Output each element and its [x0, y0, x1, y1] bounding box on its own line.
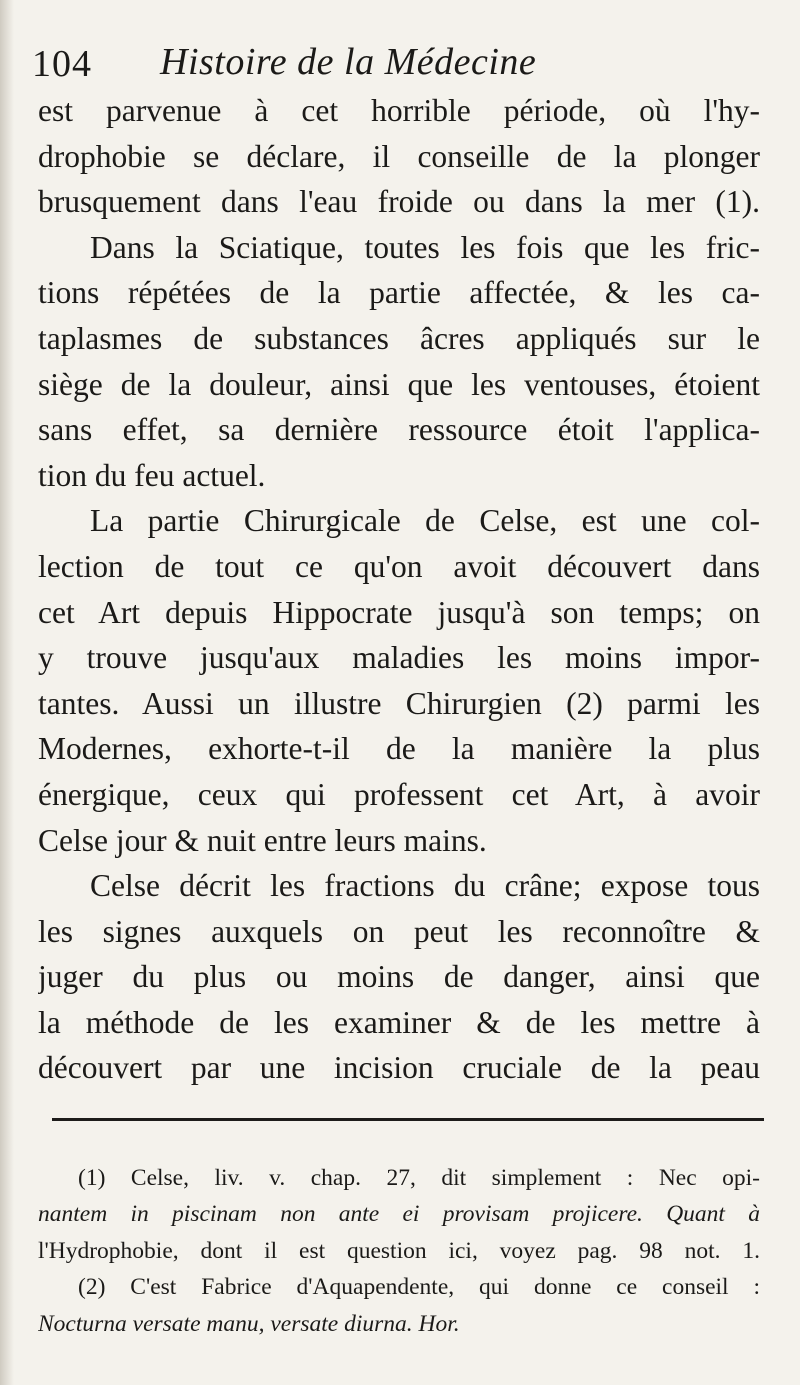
- text-line: juger du plus ou moins de danger, ainsi que: [38, 959, 760, 995]
- page-header: [32, 40, 772, 90]
- text-line: sans effet, sa dernière ressource étoit l'applica-: [38, 412, 760, 448]
- text-line: découvert par une incision cruciale de la peau: [38, 1050, 760, 1086]
- text-line: lection de tout ce qu'on avoit découvert dans: [38, 548, 760, 584]
- text-line: siège de la douleur, ainsi que les ventouses, étoient: [38, 366, 760, 402]
- text-line: tion du feu actuel.: [38, 457, 266, 493]
- text-line: Celse décrit les fractions du crâne; expose tous: [90, 868, 760, 904]
- footnote-line: Nocturna versate manu, versate diurna. Hor.: [38, 1310, 460, 1337]
- text-line: tions répétées de la partie affectée, & les ca-: [38, 275, 760, 311]
- text-line: Modernes, exhorte-t-il de la manière la plus: [38, 731, 760, 767]
- running-title: Histoire de la Médecine: [160, 41, 537, 83]
- text-line: cet Art depuis Hippocrate jusqu'à son temps; on: [38, 594, 760, 630]
- text-line: brusquement dans l'eau froide ou dans la mer (1).: [38, 184, 760, 220]
- page-number: 104: [32, 43, 92, 85]
- footnote-line: (2) C'est Fabrice d'Aquapendente, qui donne ce conseil :: [78, 1274, 760, 1301]
- footnote-line: (1) Celse, liv. v. chap. 27, dit simplement : Nec opi-: [78, 1165, 760, 1191]
- page-gutter-shadow: [0, 0, 14, 1385]
- footnote-line: l'Hydrophobie, dont il est question ici, voyez pag. 98 not. 1.: [38, 1237, 760, 1264]
- footnotes-block: [38, 1160, 760, 1342]
- text-line: taplasmes de substances âcres appliqués sur le: [38, 320, 760, 356]
- text-line: la méthode de les examiner & de les mettre à: [38, 1004, 760, 1040]
- text-line: Celse jour & nuit entre leurs mains.: [38, 822, 487, 858]
- text-line: y trouve jusqu'aux maladies les moins impor-: [38, 640, 760, 676]
- main-text-block: [38, 88, 760, 1091]
- footnote-divider: [52, 1118, 764, 1121]
- text-line: est parvenue à cet horrible période, où l'hy-: [38, 93, 760, 128]
- text-line: les signes auxquels on peut les reconnoître &: [38, 913, 760, 949]
- text-line: tantes. Aussi un illustre Chirurgien (2) parmi les: [38, 685, 760, 721]
- text-line: La partie Chirurgicale de Celse, est une col-: [90, 503, 760, 539]
- text-line: drophobie se déclare, il conseille de la plonger: [38, 138, 760, 174]
- footnote-line: nantem in piscinam non ante ei provisam projicere. Quant à: [38, 1201, 760, 1228]
- text-line: énergique, ceux qui professent cet Art, à avoir: [38, 776, 760, 812]
- text-line: Dans la Sciatique, toutes les fois que les fric-: [90, 229, 760, 265]
